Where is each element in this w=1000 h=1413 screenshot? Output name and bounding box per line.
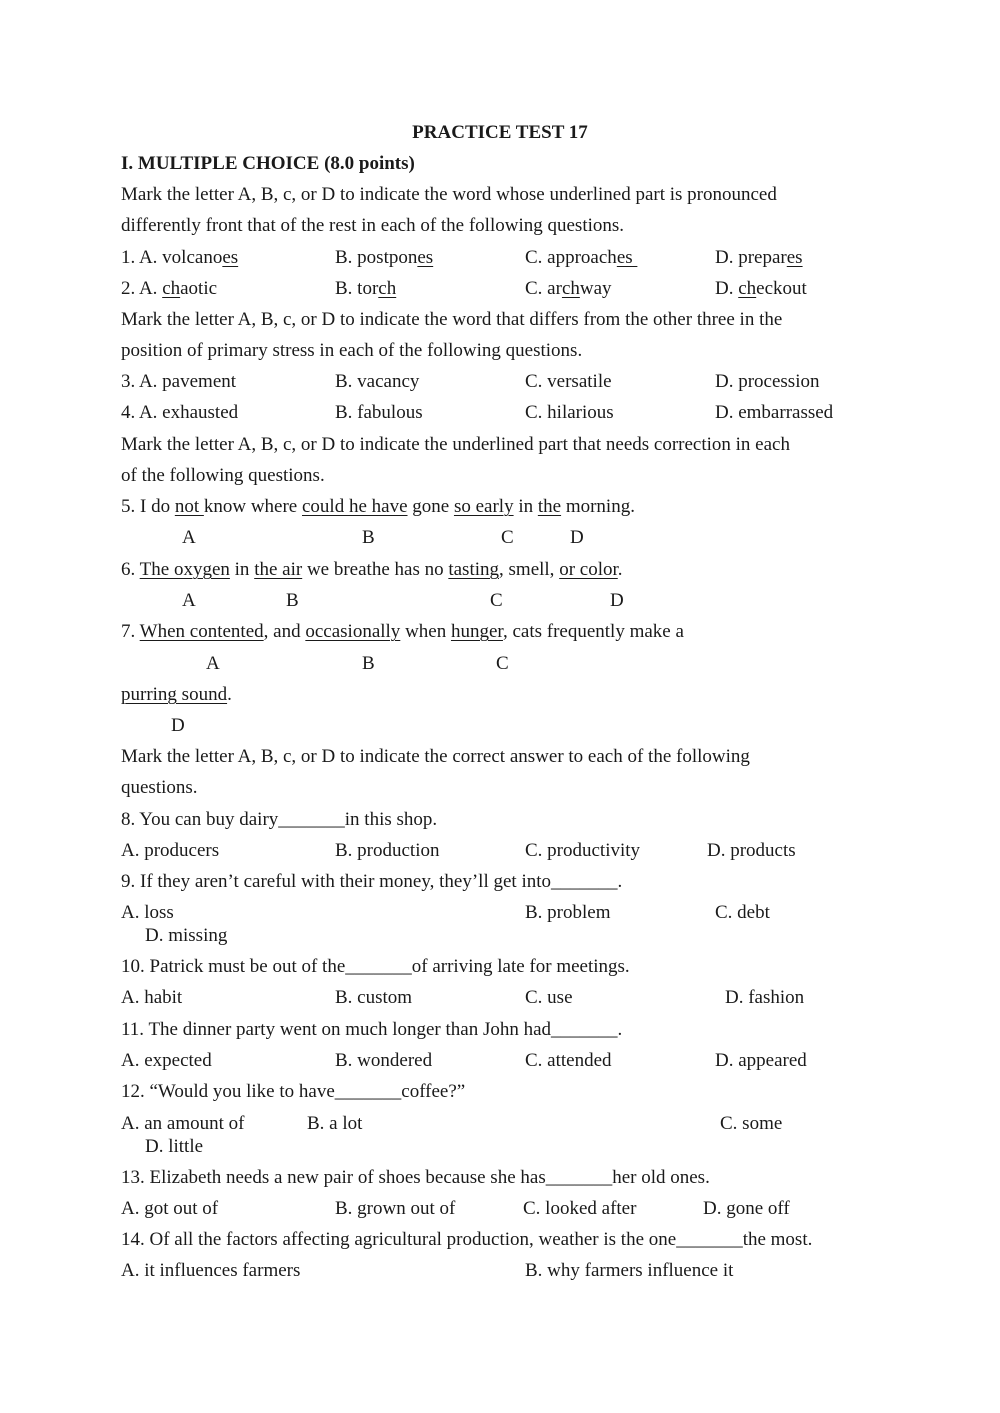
q7-label-c: C [496, 653, 509, 674]
q14-option-b: B. why farmers influence it [525, 1260, 734, 1281]
q2-option-d: D. checkout [715, 278, 807, 299]
q5-label-a: A [182, 527, 196, 548]
q13-option-b: B. grown out of [335, 1198, 456, 1219]
q8-option-d: D. products [707, 840, 796, 861]
q12-option-d: D. little [145, 1136, 204, 1157]
q3-option-d: D. procession [715, 371, 820, 392]
q9-option-a: A. loss [121, 902, 174, 923]
q10-stem: 10. Patrick must be out of the_______of arriving late for meetings. [121, 956, 630, 977]
q12-stem: 12. “Would you like to have_______coffee?” [121, 1081, 466, 1102]
q10-option-a: A. habit [121, 987, 183, 1008]
instruction-stress-line2: position of primary stress in each of the following questions. [121, 340, 583, 361]
q2-option-b: B. torch [335, 278, 397, 299]
q10-option-d: D. fashion [725, 987, 805, 1008]
q12-option-a: A. an amount of [121, 1113, 245, 1134]
q11-option-a: A. expected [121, 1050, 212, 1071]
instruction-correct-answer-line1: Mark the letter A, B, c, or D to indicate the correct answer to each of the following [121, 746, 750, 767]
q9-option-d: D. missing [145, 925, 228, 946]
q3-option-a: 3. A. pavement [121, 371, 237, 392]
q13-stem: 13. Elizabeth needs a new pair of shoes because she has_______her old ones. [121, 1167, 710, 1188]
q8-option-c: C. productivity [525, 840, 641, 861]
q3-option-b: B. vacancy [335, 371, 420, 392]
q11-stem: 11. The dinner party went on much longer than John had_______. [121, 1019, 623, 1040]
q1-option-b: B. postpones [335, 247, 434, 268]
q9-option-b: B. problem [525, 902, 611, 923]
instruction-pronunciation-line2: differently front that of the rest in each of the following questions. [121, 215, 625, 236]
q6-sentence: 6. The oxygen in the air we breathe has no tasting, smell, or color. [121, 559, 623, 580]
q9-stem: 9. If they aren’t careful with their money, they’ll get into_______. [121, 871, 623, 892]
q7-sentence: 7. When contented, and occasionally when hunger, cats frequently make a [121, 621, 684, 642]
q7-label-d: D [171, 715, 185, 736]
q1-option-c: C. approaches [525, 247, 638, 268]
q5-label-d: D [570, 527, 584, 548]
instruction-correction-line2: of the following questions. [121, 465, 325, 486]
q8-option-a: A. producers [121, 840, 220, 861]
q13-option-a: A. got out of [121, 1198, 219, 1219]
page-title: PRACTICE TEST 17 [412, 122, 588, 143]
q7-label-a: A [206, 653, 220, 674]
q1-option-a: 1. A. volcanoes [121, 247, 239, 268]
q11-option-c: C. attended [525, 1050, 612, 1071]
q5-label-b: B [362, 527, 375, 548]
q2-option-a: 2. A. chaotic [121, 278, 218, 299]
q5-sentence: 5. I do not know where could he have gone so early in the morning. [121, 496, 635, 517]
instruction-correct-answer-line2: questions. [121, 777, 198, 798]
q6-label-c: C [490, 590, 503, 611]
q4-option-d: D. embarrassed [715, 402, 834, 423]
q6-label-b: B [286, 590, 299, 611]
q7-sentence-continued: purring sound. [121, 684, 232, 705]
q11-option-b: B. wondered [335, 1050, 433, 1071]
q12-option-b: B. a lot [307, 1113, 363, 1134]
q2-option-c: C. archway [525, 278, 612, 299]
q8-stem: 8. You can buy dairy_______in this shop. [121, 809, 438, 830]
q8-option-b: B. production [335, 840, 440, 861]
q3-option-c: C. versatile [525, 371, 612, 392]
section-heading: I. MULTIPLE CHOICE (8.0 points) [121, 153, 415, 174]
q14-option-a: A. it influences farmers [121, 1260, 301, 1281]
q10-option-c: C. use [525, 987, 573, 1008]
q13-option-c: C. looked after [523, 1198, 637, 1219]
instruction-correction-line1: Mark the letter A, B, c, or D to indicate the underlined part that needs correction in each [121, 434, 790, 455]
q11-option-d: D. appeared [715, 1050, 807, 1071]
q1-option-d: D. prepares [715, 247, 803, 268]
q4-option-c: C. hilarious [525, 402, 614, 423]
q12-option-c: C. some [720, 1113, 783, 1134]
q4-option-a: 4. A. exhausted [121, 402, 239, 423]
q9-option-c: C. debt [715, 902, 770, 923]
q5-label-c: C [501, 527, 514, 548]
q4-option-b: B. fabulous [335, 402, 423, 423]
q7-label-b: B [362, 653, 375, 674]
q10-option-b: B. custom [335, 987, 413, 1008]
q13-option-d: D. gone off [703, 1198, 790, 1219]
instruction-stress-line1: Mark the letter A, B, c, or D to indicate the word that differs from the other three in the [121, 309, 783, 330]
q14-stem: 14. Of all the factors affecting agricultural production, weather is the one_______the most. [121, 1229, 813, 1250]
q6-label-d: D [610, 590, 624, 611]
q6-label-a: A [182, 590, 196, 611]
instruction-pronunciation-line1: Mark the letter A, B, c, or D to indicate the word whose underlined part is pronounced [121, 184, 777, 205]
